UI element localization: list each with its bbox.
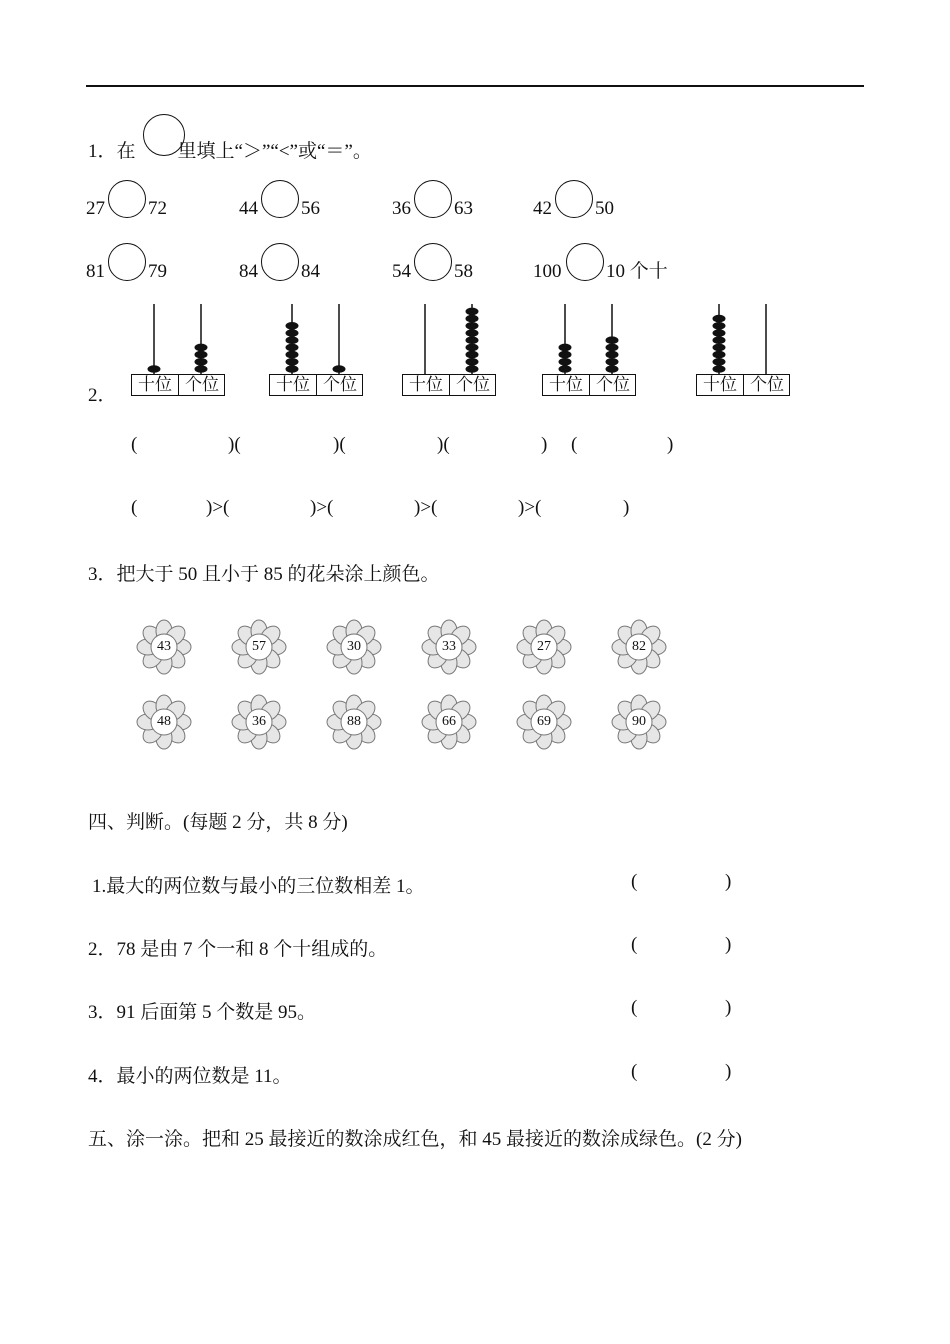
flower[interactable] [135,618,193,676]
ones-bead [333,365,346,373]
q1-prompt-pre: 1．在 [88,141,136,162]
q2-order-paren[interactable]: )>( [414,497,438,518]
compare-left: 81 [86,261,105,282]
section4-title: 四、判断。(每题 2 分，共 8 分) [88,812,348,833]
tens-bead [286,322,299,330]
ones-bead [606,336,619,344]
tens-bead [286,329,299,337]
q1-compare-7[interactable] [392,243,492,283]
flower-number: 33 [442,639,456,654]
compare-left: 100 [533,261,562,282]
abacus-1 [131,300,225,400]
ones-label: 个位 [456,375,490,394]
q2-order-paren[interactable]: )>( [518,497,542,518]
abacus-5 [696,300,790,400]
tens-bead [713,322,726,330]
flower[interactable] [515,693,573,751]
compare-right: 50 [595,198,614,219]
flower-number: 48 [157,714,171,729]
q2-label: 2． [88,385,117,406]
judge-item-2-close[interactable]: ) [725,934,732,955]
compare-left: 44 [239,198,258,219]
ones-label: 个位 [750,375,784,394]
compare-left: 36 [392,198,411,219]
q1-prompt [88,136,372,163]
ones-bead [466,358,479,366]
q2-order-paren[interactable]: )>( [310,497,334,518]
ones-bead [195,365,208,373]
ones-bead [606,358,619,366]
q3-prompt: 3．把大于 50 且小于 85 的花朵涂上颜色。 [88,564,440,585]
tens-bead [286,336,299,344]
ones-bead [195,358,208,366]
top-rule [86,85,864,87]
flower[interactable] [230,618,288,676]
answer-circle-icon[interactable] [108,180,146,218]
q1-compare-8[interactable] [533,243,693,283]
ones-bead [606,365,619,373]
flower[interactable] [325,618,383,676]
judge-item-1-open[interactable]: ( [631,871,638,892]
compare-right: 79 [148,261,167,282]
answer-circle-icon[interactable] [555,180,593,218]
flower-number: 30 [347,639,361,654]
abacus-3 [402,300,496,400]
compare-left: 54 [392,261,411,282]
tens-label: 十位 [409,375,443,394]
tens-bead [713,351,726,359]
tens-bead [559,344,572,352]
q2-paren[interactable]: )( [228,434,241,455]
ones-label: 个位 [596,375,630,394]
ones-bead [466,336,479,344]
flower[interactable] [325,693,383,751]
tens-bead [559,358,572,366]
judge-item-2-text: 2．78 是由 7 个一和 8 个十组成的。 [88,939,388,960]
tens-bead [559,365,572,373]
ones-bead [466,365,479,373]
answer-circle-icon[interactable] [261,180,299,218]
tens-label: 十位 [138,375,172,394]
ones-bead [466,308,479,316]
tens-bead [559,351,572,359]
tens-bead [713,344,726,352]
tens-bead [286,344,299,352]
ones-bead [606,344,619,352]
judge-item-4-open[interactable]: ( [631,1061,638,1082]
ones-bead [466,329,479,337]
answer-circle-icon[interactable] [261,243,299,281]
q2-paren[interactable]: ) [667,434,674,455]
q1-compare-5[interactable] [86,243,186,283]
judge-item-1-text: 1.最大的两位数与最小的三位数相差 1。 [92,876,425,897]
ones-bead [466,351,479,359]
abacus-2 [269,300,363,400]
tens-bead [713,358,726,366]
flower[interactable] [515,618,573,676]
ones-bead [606,351,619,359]
compare-right: 84 [301,261,320,282]
ones-label: 个位 [185,375,219,394]
abacus-4 [542,300,636,400]
tens-bead [713,365,726,373]
flower[interactable] [420,693,478,751]
q2-paren[interactable]: ) [541,434,548,455]
judge-item-1-close[interactable]: ) [725,871,732,892]
answer-circle-icon[interactable] [414,180,452,218]
q1-compare-4[interactable] [533,180,633,220]
judge-item-3-open[interactable]: ( [631,997,638,1018]
answer-circle-icon[interactable] [566,243,604,281]
flower[interactable] [610,618,668,676]
q2-order-paren[interactable]: ( [131,497,138,518]
answer-circle-icon[interactable] [414,243,452,281]
flower[interactable] [420,618,478,676]
judge-item-2-open[interactable]: ( [631,934,638,955]
compare-right: 72 [148,198,167,219]
section5-title: 五、涂一涂。把和 25 最接近的数涂成红色，和 45 最接近的数涂成绿色。(2 分) [88,1129,742,1150]
compare-left: 42 [533,198,552,219]
q1-prompt-post: 里填上“＞”“<”或“＝”。 [177,141,372,162]
compare-left: 27 [86,198,105,219]
tens-label: 十位 [703,375,737,394]
q1-compare-2[interactable] [239,180,339,220]
ones-bead [466,344,479,352]
flower-number: 69 [537,714,551,729]
q1-compare-1[interactable] [86,180,186,220]
flower[interactable] [230,693,288,751]
compare-right: 56 [301,198,320,219]
flower-number: 36 [252,714,266,729]
ones-bead [195,344,208,352]
flower-number: 82 [632,639,646,654]
compare-right: 63 [454,198,473,219]
q2-paren[interactable]: )( [333,434,346,455]
q1-compare-6[interactable] [239,243,339,283]
tens-bead [286,351,299,359]
judge-item-3-close[interactable]: ) [725,997,732,1018]
flower-number: 88 [347,714,361,729]
tens-label: 十位 [549,375,583,394]
q1-prompt-circle-icon [143,114,185,156]
compare-right: 10 个十 [606,261,668,282]
tens-bead [713,336,726,344]
flower-number: 90 [632,714,646,729]
q2-paren: ( [131,434,138,455]
flower[interactable] [610,693,668,751]
flower-number: 57 [252,639,266,654]
q2-paren[interactable]: ( [571,434,578,455]
flower-number: 66 [442,714,456,729]
compare-left: 84 [239,261,258,282]
ones-bead [195,351,208,359]
judge-item-3-text: 3．91 后面第 5 个数是 95。 [88,1002,317,1023]
tens-bead [148,365,161,373]
tens-bead [286,358,299,366]
flower-number: 43 [157,639,171,654]
answer-circle-icon[interactable] [108,243,146,281]
q2-paren[interactable]: )( [437,434,450,455]
ones-label: 个位 [323,375,357,394]
tens-bead [286,365,299,373]
flower-number: 27 [537,639,551,654]
q1-compare-3[interactable] [392,180,492,220]
ones-bead [466,315,479,323]
judge-item-4-close[interactable]: ) [725,1061,732,1082]
tens-label: 十位 [276,375,310,394]
q2-order-paren[interactable]: ) [623,497,630,518]
q2-order-paren[interactable]: )>( [206,497,230,518]
tens-bead [713,329,726,337]
ones-bead [466,322,479,330]
compare-right: 58 [454,261,473,282]
tens-bead [713,315,726,323]
judge-item-4-text: 4．最小的两位数是 11。 [88,1066,292,1087]
flower[interactable] [135,693,193,751]
